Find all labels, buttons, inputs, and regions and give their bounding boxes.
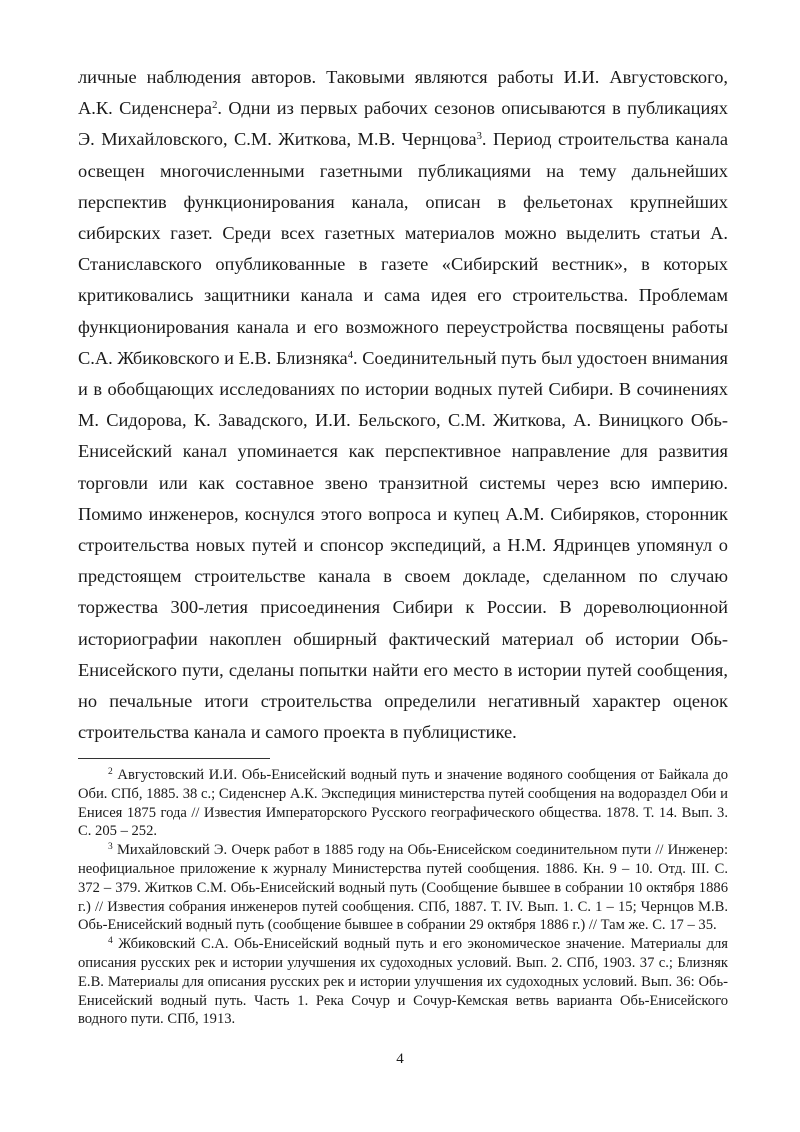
footnote-text: Августовский И.И. Обь-Енисейский водный путь и значение водяного сообщения от Байкала до Оби. СПб, 1885. 38 с.; Сиденснер А.К. Экспедиция министерства путей сообщения на водораздел Оби и Енисея 1875 года // Известия Императорского Русского географического общества. 1878. Т. 14. Вып. 3. С. 205 – 252. <box>78 767 728 840</box>
footnote-ref[interactable]: 3 <box>476 130 482 143</box>
paragraph-part: . Соединительный путь был удостоен внимания и в обобщающих исследованиях по истории водных путей Сибири. В сочинениях М. Сидорова, К. Завадского, И.И. Бельского, С.М. Житкова, А. Виницкого Обь-Енисейский канал упоминается как перспективное направление для развития торговли или как составное звено транзитной системы через всю империю. Помимо инженеров, коснулся этого вопроса и купец А.М. Сибиряков, сторонник строительства новых путей и спонсор экспедиций, а Н.М. Ядринцев упомянул о предстоящем строительстве канала в своем докладе, сделанном по случаю торжества 300-летия присоединения Сибири к России. В дореволюционной историографии накоплен обширный фактический материал об истории Обь-Енисейского пути, сделаны попытки найти его место в истории путей сообщения, но печальные итоги строительства определили негативный характер оценок строительства канала и самого проекта в публицистике. <box>78 347 728 743</box>
paragraph-part: . Одни из первых рабочих сезонов описываются в публикациях Э. Михайловского, С.М. Житкова, М.В. Чернцова <box>78 98 728 150</box>
footnote-ref[interactable]: 2 <box>212 99 218 112</box>
footnote <box>78 935 728 1029</box>
footnote-number: 2 <box>108 766 113 777</box>
main-text <box>78 62 728 748</box>
footnotes <box>78 766 728 1029</box>
page-number: 4 <box>396 1051 404 1067</box>
footnote-text: Жбиковский С.А. Обь-Енисейский водный путь и его экономическое значение. Материалы для описания русских рек и истории улучшения их судоходных условий. Вып. 2. СПб, 1903. 37 с.; Близняк Е.В. Материалы для описания русских рек и истории улучшения их судоходных условий. Вып. 36: Обь-Енисейский водный путь. Часть 1. Река Сочур и Сочур-Кемская ветвь варианта Обь-Енисейского водного пути. СПб, 1913. <box>78 936 728 1028</box>
footnote <box>78 766 728 841</box>
footnote <box>78 841 728 935</box>
footnote-number: 4 <box>108 935 113 946</box>
paragraph-part: личные наблюдения авторов. Таковыми являются работы И.И. Августовского, А.К. Сиденснера <box>78 67 728 119</box>
footnote-text: Михайловский Э. Очерк работ в 1885 году на Обь-Енисейском соединительном пути // Инженер: неофициальное приложение к журналу Министерства путей сообщения. 1886. Кн. 9 – 10. Отд. III. С. 372 – 379. Житков С.М. Обь-Енисейский водный путь (Сообщение бывшее в собрании 10 октября 1886 г.) // Известия собрания инженеров путей сообщения. СПб, 1887. Т. IV. Вып. 1. С. 1 – 15; Чернцов М.В. Обь-Енисейский водный путь (сообщение бывшее в собрании 29 октября 1886 г.) // Там же. С. 17 – 35. <box>78 842 728 934</box>
body-paragraph <box>78 62 728 748</box>
paragraph-part: . Период строительства канала освещен многочисленными газетными публикациями на тему дальнейших перспектив функционирования канала, описан в фельетонах крупнейших сибирских газет. Среди всех газетных материалов можно выделить статьи А. Станиславского опубликованные в газете «Сибирский вестник», в которых критиковались защитники канала и сама идея его строительства. Проблемам функционирования канала и его возможного переустройства посвящены работы С.А. Жбиковского и Е.В. Близняка <box>78 129 728 368</box>
footnote-number: 3 <box>108 841 113 852</box>
footnote-divider <box>78 758 270 759</box>
footnote-ref[interactable]: 4 <box>347 348 354 361</box>
